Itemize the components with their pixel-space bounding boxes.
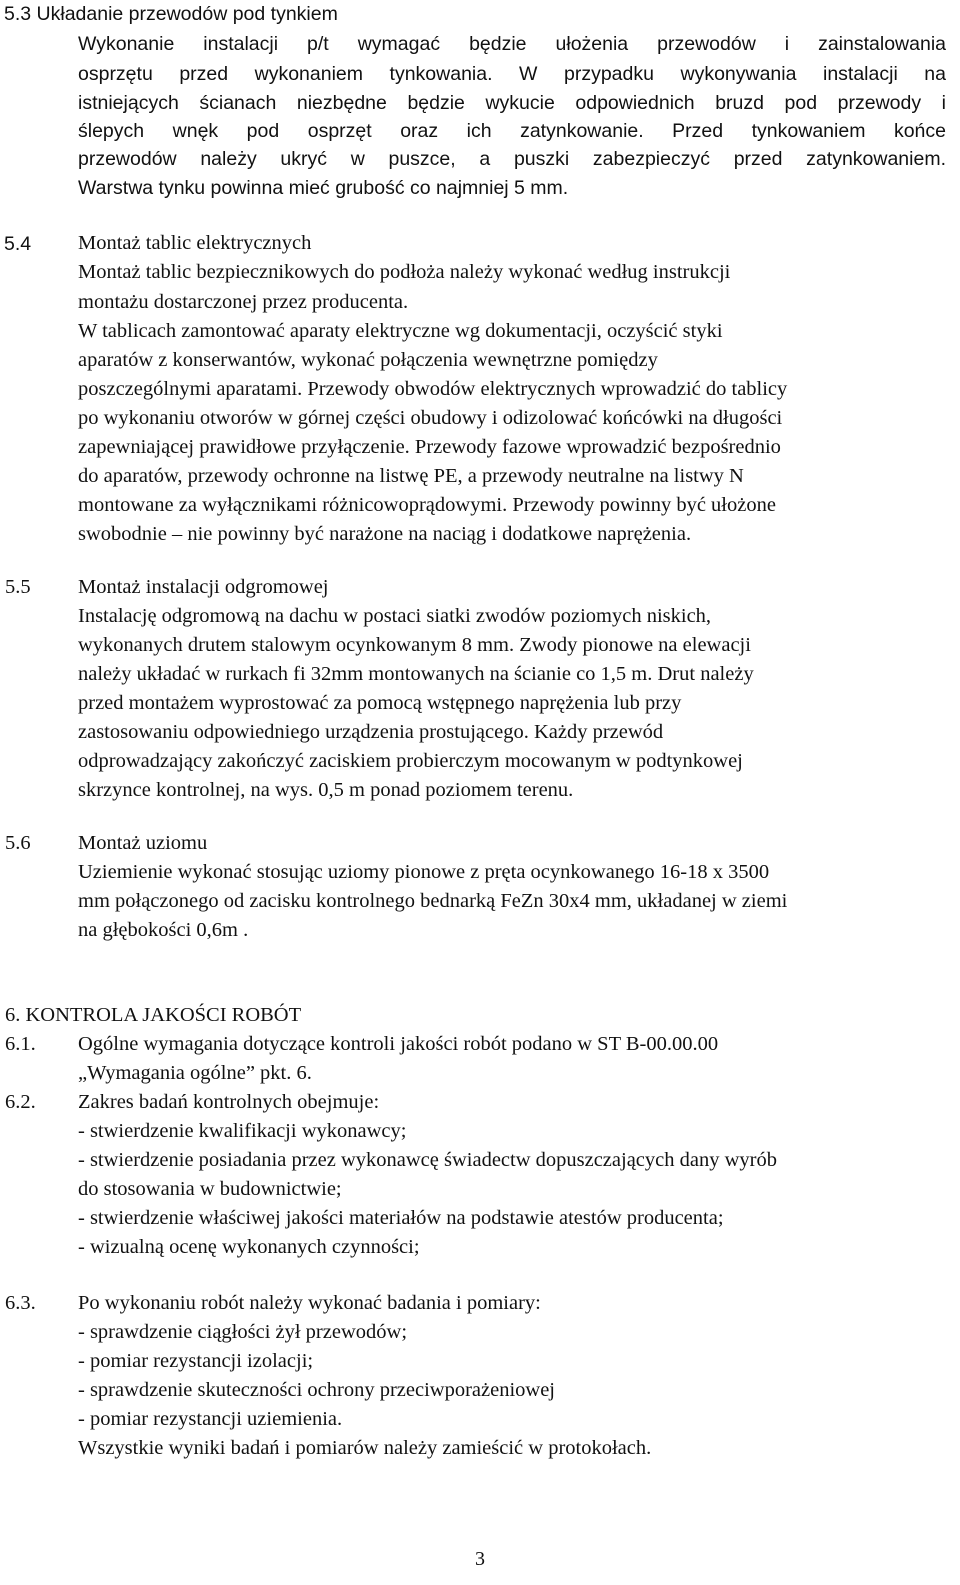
section-5-3-line: przewodów należy ukryć w puszce, a puszki zabezpieczyć przed zatynkowaniem. [78,148,946,170]
section-5-3-line: Warstwa tynku powinna mieć grubość co najmniej 5 mm. [78,177,569,199]
section-6-3-line: - sprawdzenie skuteczności ochrony przeciwporażeniowej [78,1379,555,1401]
section-6-2-line: do stosowania w budownictwie; [78,1178,342,1200]
section-6-2-line: - stwierdzenie kwalifikacji wykonawcy; [78,1120,407,1142]
section-6-1-line: Ogólne wymagania dotyczące kontroli jakości robót podano w ST B-00.00.00 [78,1033,719,1055]
section-6-heading: 6. KONTROLA JAKOŚCI ROBÓT [5,1004,302,1026]
section-6-1-number: 6.1. [5,1033,36,1055]
section-5-4-line: montażu dostarczonej przez producenta. [78,291,409,313]
section-5-5-line: wykonanych drutem stalowym ocynkowanym 8 mm. Zwody pionowe na elewacji [78,634,751,656]
section-6-3-line: Wszystkie wyniki badań i pomiarów należy zamieścić w protokołach. [78,1437,652,1459]
section-5-5-line: Instalację odgromową na dachu w postaci siatki zwodów poziomych niskich, [78,605,712,627]
section-5-4-line: swobodnie – nie powinny być narażone na naciąg i dodatkowe naprężenia. [78,523,692,545]
section-6-2-line: Zakres badań kontrolnych obejmuje: [78,1091,380,1113]
section-5-3-heading: 5.3 Układanie przewodów pod tynkiem [4,3,338,25]
section-6-2-number: 6.2. [5,1091,36,1113]
section-5-4-line: do aparatów, przewody ochronne na listwę PE, a przewody neutralne na listwy N [78,465,744,487]
section-6-3-line: Po wykonaniu robót należy wykonać badania i pomiary: [78,1292,541,1314]
section-5-6-title: Montaż uziomu [78,832,208,854]
section-6-3-number: 6.3. [5,1292,36,1314]
section-6-2-line: - stwierdzenie posiadania przez wykonawcę świadectw dopuszczających dany wyrób [78,1149,777,1171]
section-5-5-line: zastosowaniu odpowiedniego urządzenia prostującego. Każdy przewód [78,721,664,743]
page-number: 3 [475,1548,485,1570]
section-5-3-line: Wykonanie instalacji p/t wymagać będzie ułożenia przewodów i zainstalowania [78,33,946,55]
section-6-3-line: - sprawdzenie ciągłości żył przewodów; [78,1321,408,1343]
section-5-3-line: ślepych wnęk pod osprzęt oraz ich zatynkowanie. Przed tynkowaniem końce [78,120,946,142]
section-6-1-line: „Wymagania ogólne” pkt. 6. [78,1062,312,1084]
section-5-5-line: odprowadzający zakończyć zaciskiem probierczym mocowanym w podtynkowej [78,750,743,772]
section-5-4-line: Montaż tablic bezpiecznikowych do podłoża należy wykonać według instrukcji [78,261,731,283]
section-6-3-line: - pomiar rezystancji uziemienia. [78,1408,343,1430]
section-5-5-line: przed montażem wyprostować za pomocą wstępnego naprężenia lub przy [78,692,682,714]
section-5-3-line: istniejących ścianach niezbędne będzie wykucie odpowiednich bruzd pod przewody i [78,92,946,114]
section-5-5-title: Montaż instalacji odgromowej [78,576,329,598]
section-6-2-line: - wizualną ocenę wykonanych czynności; [78,1236,420,1258]
section-5-4-number: 5.4 [4,233,32,255]
section-6-3-line: - pomiar rezystancji izolacji; [78,1350,314,1372]
section-5-6-line: mm połączonego od zacisku kontrolnego bednarką FeZn 30x4 mm, układanej w ziemi [78,890,788,912]
section-5-4-line: zapewniającej prawidłowe przyłączenie. Przewody fazowe wprowadzić bezpośrednio [78,436,781,458]
section-5-4-line: aparatów z konserwantów, wykonać połączenia wewnętrzne pomiędzy [78,349,658,371]
section-5-4-title: Montaż tablic elektrycznych [78,232,312,254]
section-5-6-line: na głębokości 0,6m . [78,919,249,941]
section-5-5-line: skrzynce kontrolnej, na wys. 0,5 m ponad poziomem terenu. [78,779,574,801]
section-5-3-line: osprzętu przed wykonaniem tynkowania. W przypadku wykonywania instalacji na [78,63,946,85]
section-5-5-line: należy układać w rurkach fi 32mm montowanych na ścianie co 1,5 m. Drut należy [78,663,754,685]
section-5-6-line: Uziemienie wykonać stosując uziomy pionowe z pręta ocynkowanego 16-18 x 3500 [78,861,770,883]
section-5-4-line: montowane za wyłącznikami różnicowoprądowymi. Przewody powinny być ułożone [78,494,776,516]
section-5-4-line: W tablicach zamontować aparaty elektryczne wg dokumentacji, oczyścić styki [78,320,723,342]
section-5-6-number: 5.6 [5,832,31,854]
section-5-4-line: po wykonaniu otworów w górnej części obudowy i odizolować końcówki na długości [78,407,783,429]
section-5-4-line: poszczególnymi aparatami. Przewody obwodów elektrycznych wprowadzić do tablicy [78,378,788,400]
section-6-2-line: - stwierdzenie właściwej jakości materiałów na podstawie atestów producenta; [78,1207,724,1229]
section-5-5-number: 5.5 [5,576,31,598]
